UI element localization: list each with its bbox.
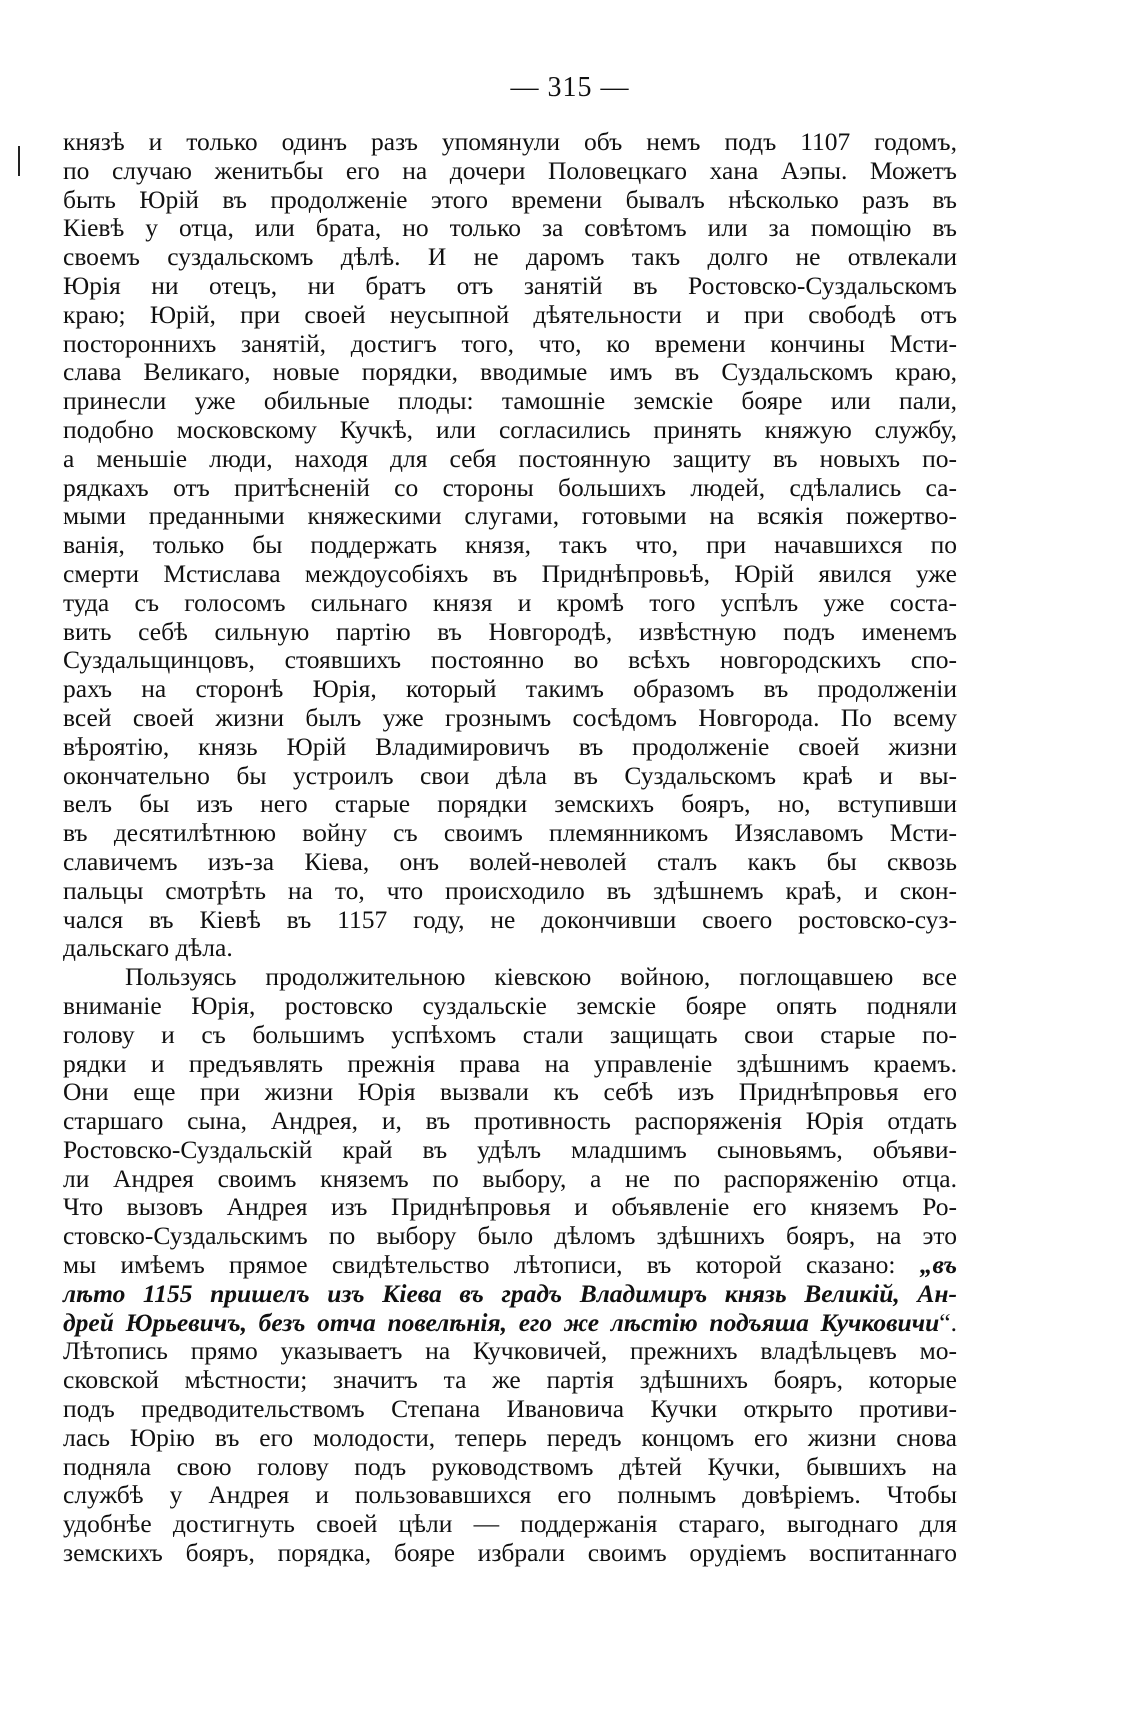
- text-line-plain: сковской мѣстности; значитъ та же партія здѣшнихъ бояръ, которые: [63, 1365, 957, 1395]
- text-line-plain: рахъ на сторонѣ Юрія, который такимъ образомъ въ продолженіи: [63, 674, 957, 704]
- text-line-plain: подняла свою голову подъ руководствомъ дѣтей Кучки, бывшихъ на: [63, 1451, 957, 1481]
- text-line-plain: Ростовско-Суздальскій край въ удѣлъ младшимъ сыновьямъ, объяви-: [63, 1134, 957, 1164]
- text-line-plain: по случаю женитьбы его на дочери Половецкаго хана Аэпы. Можетъ: [63, 155, 957, 185]
- text-line: [63, 1481, 957, 1510]
- text-line-plain: службѣ у Андрея и пользовавшихся его полнымъ довѣріемъ. Чтобы: [63, 1480, 957, 1510]
- text-line-plain: всей своей жизни былъ уже грознымъ сосѣдомъ Новгорода. По всему: [63, 702, 957, 732]
- text-line: [63, 1050, 957, 1079]
- text-line: [63, 906, 957, 935]
- text-line-plain: Они еще при жизни Юрія вызвали къ себѣ изъ Приднѣпровья его: [63, 1077, 957, 1107]
- text-line-plain: лась Юрію въ его молодости, теперь передъ концомъ его жизни снова: [63, 1422, 957, 1452]
- text-line: [63, 1107, 957, 1136]
- text-line: [63, 330, 957, 359]
- text-line: [63, 646, 957, 675]
- text-line-plain: вить себѣ сильную партію въ Новгородѣ, извѣстную подъ именемъ: [63, 616, 957, 646]
- text-line-plain: принесли уже обильные плоды: тамошніе земскіе бояре или пали,: [63, 386, 957, 416]
- text-line-plain: Что вызовъ Андрея изъ Приднѣпровья и объявленіе его княземъ Ро-: [63, 1192, 957, 1222]
- text-line: [63, 618, 957, 647]
- text-line: [63, 474, 957, 503]
- text-line: [63, 1366, 957, 1395]
- text-line-plain: въ десятилѣтнюю войну съ своимъ племянникомъ Изяславомъ Мсти-: [63, 818, 957, 848]
- text-line: [63, 1251, 957, 1280]
- text-line-plain: голову и съ большимъ успѣхомъ стали защищать свои старые по-: [63, 1019, 957, 1049]
- text-line-plain: пальцы смотрѣть на то, что происходило въ здѣшнемъ краѣ, и скон-: [63, 875, 957, 905]
- margin-mark: [18, 146, 20, 176]
- body-text: [63, 128, 957, 1568]
- text-line-italic: лѣто 1155 пришелъ изъ Кіева въ градъ Владимиръ князь Великій, Ан-: [63, 1278, 957, 1308]
- text-line-plain: своемъ суздальскомъ дѣлѣ. И не даромъ такъ долго не отвлекали: [63, 242, 957, 272]
- text-line-plain: дальскаго дѣла.: [63, 933, 233, 963]
- text-line: [63, 589, 957, 618]
- text-line: [63, 704, 957, 733]
- text-line-plain: мыми преданными княжескими слугами, готовыми на всякія пожертво-: [63, 501, 957, 531]
- text-line-plain: рядкахъ отъ притѣсненій со стороны большихъ людей, сдѣлались са-: [63, 472, 957, 502]
- text-line-plain: вниманіе Юрія, ростовско суздальскіе земскіе бояре опять подняли: [63, 990, 957, 1020]
- text-line-plain: удобнѣе достигнуть своей цѣли — поддержанія стараго, выгоднаго для: [63, 1509, 957, 1539]
- text-line: [63, 1193, 957, 1222]
- text-line-plain: а меньшіе люди, находя для себя постоянную защиту въ новыхъ по-: [63, 443, 957, 473]
- text-line-plain: Юрія ни отецъ, ни братъ отъ занятій въ Ростовско-Суздальскомъ: [63, 270, 957, 300]
- text-line: [63, 186, 957, 215]
- text-line-plain: постороннихъ занятій, достигъ того, что, ко времени кончины Мсти-: [63, 328, 957, 358]
- text-line: [63, 877, 957, 906]
- text-line-plain: подъ предводительствомъ Степана Ивановича Кучки открыто противи-: [63, 1394, 957, 1424]
- text-line: [63, 301, 957, 330]
- text-line: [63, 675, 957, 704]
- text-line-plain: окончательно бы устроилъ свои дѣла въ Суздальскомъ краѣ и вы-: [63, 760, 957, 790]
- text-line: [63, 1395, 957, 1424]
- text-line-plain: ли Андрея своимъ княземъ по выбору, а не по распоряженію отца.: [63, 1163, 957, 1193]
- text-line-plain: туда съ голосомъ сильнаго князя и кромѣ того успѣлъ уже соста-: [63, 587, 957, 617]
- text-line-plain: старшаго сына, Андрея, и, въ противность распоряженія Юрія отдать: [63, 1106, 957, 1136]
- text-line: [63, 1136, 957, 1165]
- text-line: [63, 243, 957, 272]
- text-line-italic: дрей Юрьевичъ, безъ отча повелѣнія, его же лѣстію подъяша Кучковичи: [63, 1307, 940, 1337]
- text-line-plain: Суздальщинцовъ, стоявшихъ постоянно во всѣхъ новгородскихъ спо-: [63, 645, 957, 675]
- text-line: [63, 445, 957, 474]
- text-line-plain: Кіевѣ у отца, или брата, но только за совѣтомъ или за помощію въ: [63, 213, 957, 243]
- text-line-plain: чался въ Кіевѣ въ 1157 году, не докончивши своего ростовско-суз-: [63, 904, 957, 934]
- text-line: [63, 1337, 957, 1366]
- text-line: [63, 560, 957, 589]
- text-line: [63, 733, 957, 762]
- text-line: [63, 1309, 957, 1338]
- text-line: [63, 1510, 957, 1539]
- text-line: [63, 1539, 957, 1568]
- text-line: [63, 819, 957, 848]
- text-line-italic: „въ: [919, 1250, 958, 1280]
- text-line-plain: слава Великаго, новые порядки, вводимые имъ въ Суздальскомъ краю,: [63, 357, 957, 387]
- text-line-plain: Пользуясь продолжительною кіевскою войною, поглощавшею все: [125, 962, 957, 992]
- text-line: [63, 790, 957, 819]
- page-number: — 315 —: [510, 72, 630, 103]
- text-line: [63, 1424, 957, 1453]
- text-line-plain: стовско-Суздальскимъ по выбору было дѣломъ здѣшнихъ бояръ, на это: [63, 1221, 957, 1251]
- text-line: [63, 214, 957, 243]
- text-line: [63, 272, 957, 301]
- text-line: [63, 762, 957, 791]
- text-line: [63, 502, 957, 531]
- text-line-plain: князѣ и только одинъ разъ упомянули объ немъ подъ 1107 годомъ,: [63, 127, 957, 156]
- text-line-plain: велъ бы изъ него старые порядки земскихъ бояръ, но, вступивши: [63, 789, 957, 819]
- text-line-plain: славичемъ изъ-за Кіева, онъ волей-неволей сталъ какъ бы сквозь: [63, 846, 957, 876]
- text-line-plain: краю; Юрій, при своей неусыпной дѣятельности и при свободѣ отъ: [63, 299, 957, 329]
- text-line-plain: вѣроятію, князь Юрій Владимировичъ въ продолженіе своей жизни: [63, 731, 957, 761]
- text-line-plain: подобно московскому Кучкѣ, или согласились принять княжую службу,: [63, 414, 957, 444]
- text-line: [63, 1021, 957, 1050]
- text-line: [63, 358, 957, 387]
- text-line-plain: мы имѣемъ прямое свидѣтельство лѣтописи, въ которой сказано:: [63, 1250, 896, 1280]
- text-line: [63, 1453, 957, 1482]
- text-line-plain: смерти Мстислава междоусобіяхъ въ Приднѣпровьѣ, Юрій явился уже: [63, 558, 957, 588]
- text-line: [63, 1280, 957, 1309]
- text-line: [63, 157, 957, 186]
- text-line: [63, 387, 957, 416]
- text-line: [63, 848, 957, 877]
- text-line: [63, 416, 957, 445]
- text-line-plain: рядки и предъявлять прежнія права на управленіе здѣшнимъ краемъ.: [63, 1048, 957, 1078]
- text-line: [63, 1165, 957, 1194]
- text-line: [63, 128, 957, 157]
- text-line-plain: Лѣтопись прямо указываетъ на Кучковичей, прежнихъ владѣльцевъ мо-: [63, 1336, 957, 1366]
- text-line-plain: быть Юрій въ продолженіе этого времени бывалъ нѣсколько разъ въ: [63, 184, 957, 214]
- text-line: [63, 531, 957, 560]
- text-line: [63, 934, 957, 963]
- text-line: [63, 1078, 957, 1107]
- text-line-plain: ванія, только бы поддержать князя, такъ что, при начавшихся по: [63, 530, 957, 560]
- text-line-plain: земскихъ бояръ, порядка, бояре избрали своимъ орудіемъ воспитаннаго: [63, 1538, 957, 1568]
- text-line: [63, 992, 957, 1021]
- text-line-tail: “.: [939, 1307, 957, 1337]
- text-line: [63, 963, 957, 992]
- text-line: [63, 1222, 957, 1251]
